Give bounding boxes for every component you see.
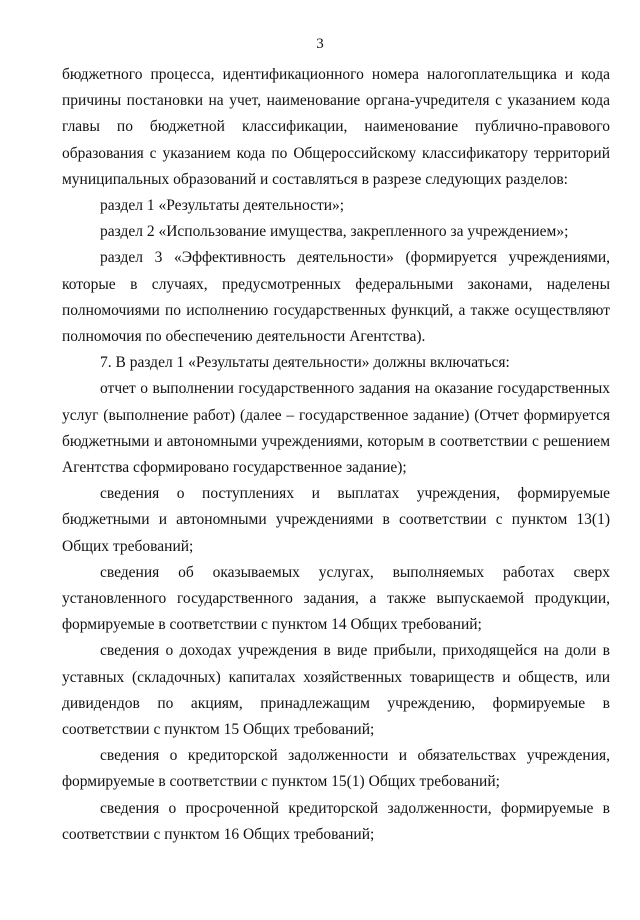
- paragraph-payables: сведения о кредиторской задолженности и обязательствах учреждения, формируемые в соответствии с пунктом 15(1) Общих требований;: [62, 747, 610, 791]
- paragraph-section-3: раздел 3 «Эффективность деятельности» (формируется учреждениями, которые в случаях, предусмотренных федеральными законами, наделены полномочиями по исполнению государственных функций, а также осуществляют полномочия по обеспечению деятельности Агентства).: [62, 249, 610, 346]
- page-number: 3: [316, 36, 324, 52]
- paragraph-services: сведения об оказываемых услугах, выполняемых работах сверх установленного государственного задания, а также выпускаемой продукции, формируемые в соответствии с пунктом 14 Общих требований;: [62, 563, 610, 634]
- paragraph-income: сведения о доходах учреждения в виде прибыли, приходящейся на доли в уставных (складочных) капиталах хозяйственных товариществ и обществ, или дивидендов по акциям, принадлежащим учреждению, формируемые в соответствии с пунктом 15 Общих требований;: [62, 642, 610, 739]
- paragraph-state-task-report: отчет о выполнении государственного задания на оказание государственных услуг (выполнение работ) (далее – государственное задание) (Отчет формируется бюджетными и автономными учреждениями, которым в соответствии с решением Агентства сформировано государственное задание);: [62, 380, 610, 477]
- paragraph-receipts-payments: сведения о поступлениях и выплатах учреждения, формируемые бюджетными и автономными учреждениями в соответствии с пунктом 13(1) Общих требований;: [62, 485, 610, 555]
- paragraph-section-1: раздел 1 «Результаты деятельности»;: [100, 197, 345, 215]
- paragraph-item-7: 7. В раздел 1 «Результаты деятельности» должны включаться:: [100, 354, 510, 372]
- paragraph-section-2: раздел 2 «Использование имущества, закрепленного за учреждением»;: [100, 223, 569, 241]
- paragraph-overdue-payables: сведения о просроченной кредиторской задолженности, формируемые в соответствии с пунктом 16 Общих требований;: [62, 799, 610, 843]
- paragraph-intro: бюджетного процесса, идентификационного номера налогоплательщика и кода причины постановки на учет, наименование органа-учредителя с указанием кода главы по бюджетной классификации, наименование публично-правового образования с указанием кода по Общероссийскому классификатору территорий муниципальных образований и составляться в разрезе следующих разделов:: [62, 66, 610, 188]
- document-body: [62, 62, 610, 848]
